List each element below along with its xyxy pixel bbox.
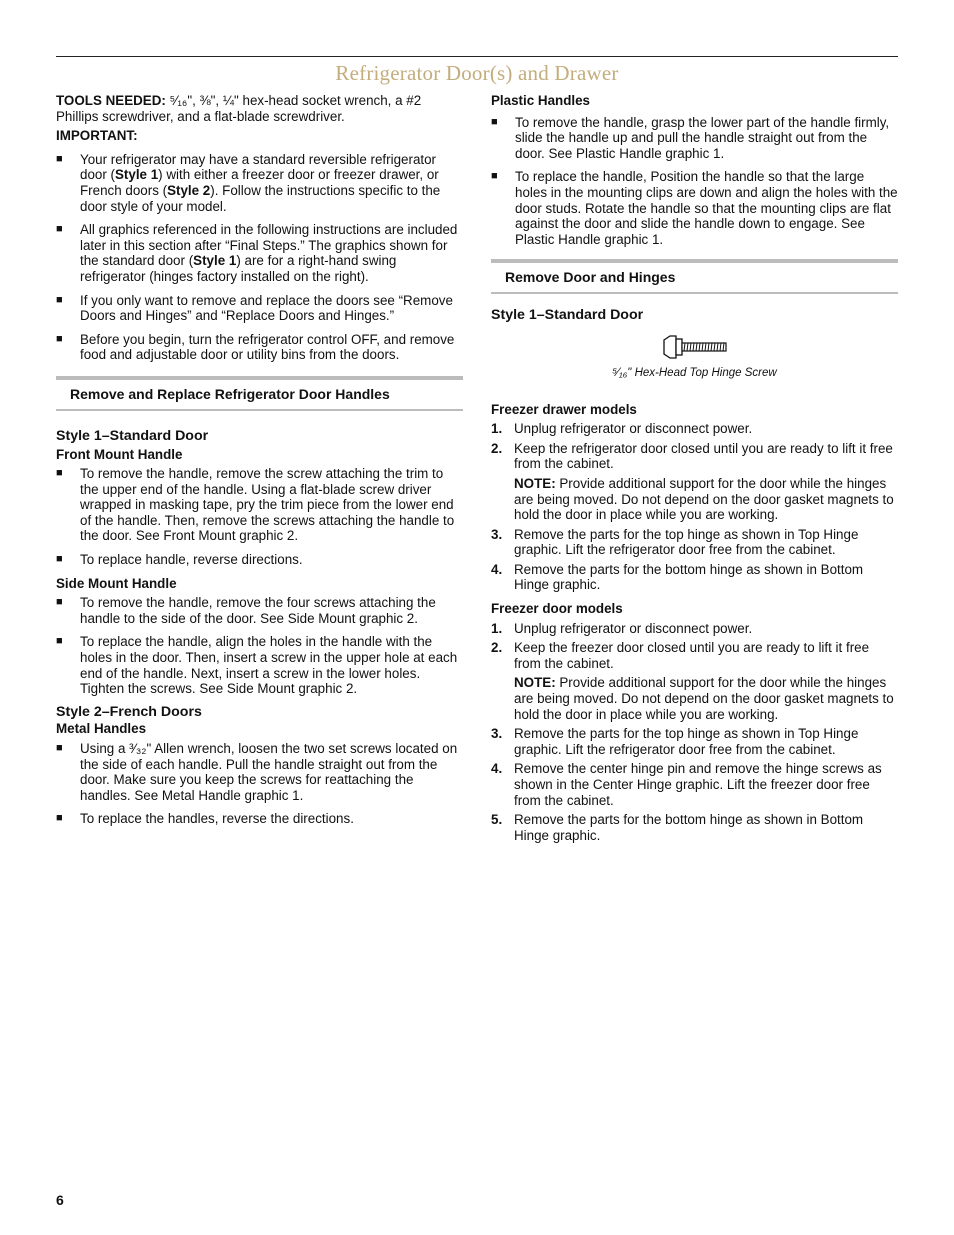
list-item: 1. Unplug refrigerator or disconnect power. (491, 620, 753, 636)
page-title: Refrigerator Door(s) and Drawer (335, 61, 619, 85)
door-heading: Freezer door models (491, 601, 623, 617)
list-item: ■ Before you begin, turn the refrigerator control OFF, and remove food and adjustable door or utility bins from the doors. (56, 331, 455, 363)
list-item: 4. Remove the parts for the bottom hinge as shown in Bottom Hinge graphic. (491, 561, 864, 593)
plastic-heading: Plastic Handles (491, 93, 590, 108)
important-list (56, 152, 463, 363)
list-item: 2. Keep the freezer door closed until you are ready to lift it free from the cabinet. (491, 640, 870, 671)
bullet-square-icon: ■ (56, 293, 63, 306)
metal-heading: Metal Handles (56, 721, 147, 737)
list-item: ■ All graphics referenced in the following instructions are included later in this section after “Final Steps.” The graphics shown for the standard door (Style 1) are for a right-hand swing refrigerator (hinges factory installed on the right). (56, 222, 458, 284)
list-item: ■ Using a ³⁄₃₂" Allen wrench, loosen the two set screws located on the side of each handle. Pull the handle straight out from the door. Make sure you keep the screws for reattaching the handles. See Metal Handle graphic 1. (56, 741, 458, 803)
bullet-square-icon: ■ (56, 223, 63, 236)
style1-heading: Style 1–Standard Door (56, 427, 209, 444)
list-item: ■ To replace the handles, reverse the directions. (56, 811, 354, 827)
section-bar-handles: Remove and Replace Refrigerator Door Handles (56, 376, 463, 411)
hex-head-screw-icon (660, 334, 730, 360)
tools-text: ⁵⁄₁₆", ⅜", ¼" hex-head socket wrench, a #2 Phillips screwdriver, and a flat-blade screwdriver. (56, 93, 422, 124)
list-item: ■ To remove the handle, remove the four screws attaching the handle to the side of the door. See Side Mount graphic 2. (56, 595, 436, 626)
list-item: ■ Your refrigerator may have a standard reversible refrigerator door (Style 1) with either a freezer door or freezer drawer, or French doors (Style 2). Follow the instructions specific to the door style of your model. (56, 151, 441, 214)
page-number: 6 (56, 1192, 64, 1208)
left-column (56, 93, 463, 827)
list-item: ■ To remove the handle, grasp the lower part of the handle firmly, slide the handle up and pull the handle straight out from the door. See Plastic Handle graphic 1. (491, 114, 890, 161)
note: NOTE: Provide additional support for the door while the hinges are being moved. Do not depend on the door gasket magnets to hold the door in place while you are working. (514, 675, 894, 722)
list-item: ■ To replace the handle, Position the handle so that the large holes in the mounting clips are down and align the holes with the door studs. Rotate the handle so that the mounting clips are flat against the door and slide the handle down to engage. See Plastic Handle graphic 1. (491, 169, 898, 247)
bullet-square-icon: ■ (56, 635, 63, 648)
bullet-square-icon: ■ (56, 152, 63, 165)
top-rule (56, 56, 898, 57)
list-item: ■ To remove the handle, remove the screw attaching the trim to the upper end of the handle. Using a flat-blade screw driver wrapped in masking tape, pry the trim piece from the lower end of the handle. Then, remove the screws attaching the handle to the door. See Front Mount graphic 2. (56, 466, 455, 544)
bullet-square-icon: ■ (56, 596, 63, 609)
bullet-square-icon: ■ (491, 170, 498, 183)
list-item: ■ If you only want to remove and replace the doors see “Remove Doors and Hinges” and “Replace Doors and Hinges.” (56, 292, 453, 324)
important-label: IMPORTANT: (56, 128, 138, 144)
screw-caption: ⁵⁄₁₆" Hex-Head Top Hinge Screw (612, 366, 777, 379)
front-mount-heading: Front Mount Handle (56, 446, 183, 462)
list-item: 1. Unplug refrigerator or disconnect power. (491, 421, 753, 437)
tools-label: TOOLS NEEDED: (56, 93, 166, 108)
style2-heading: Style 2–French Doors (56, 703, 202, 720)
bullet-square-icon: ■ (491, 115, 498, 128)
drawer-heading: Freezer drawer models (491, 401, 637, 417)
list-item: ■ To replace the handle, align the holes in the handle with the holes in the door. Then, insert a screw in the upper hole at each end of the handle. Next, insert a screw in the lower holes. Tighten the screws. See Side Mount graphic 2. (56, 634, 458, 697)
right-column (491, 93, 898, 843)
door-steps (491, 621, 898, 844)
list-item: 3. Remove the parts for the top hinge as shown in Top Hinge graphic. Lift the refrigerator door free from the cabinet. (491, 726, 859, 757)
list-item: ■ To replace handle, reverse directions. (56, 552, 303, 568)
style1-heading-right: Style 1–Standard Door (491, 307, 644, 324)
bullet-square-icon: ■ (56, 812, 63, 825)
section-bar-hinges: Remove Door and Hinges (491, 259, 898, 294)
bullet-square-icon: ■ (56, 467, 63, 480)
list-item: 4. Remove the center hinge pin and remove the hinge screws as shown in the Center Hinge graphic. Lift the freezer door free from the cabinet. (491, 761, 882, 808)
list-item: 5. Remove the parts for the bottom hinge as shown in Bottom Hinge graphic. (491, 812, 864, 843)
list-item: 3. Remove the parts for the top hinge as shown in Top Hinge graphic. Lift the refrigerator door free from the cabinet. (491, 526, 859, 558)
note: NOTE: Provide additional support for the door while the hinges are being moved. Do not depend on the door gasket magnets to hold the door in place while you are working. (514, 475, 894, 523)
tools-needed (56, 93, 463, 124)
bullet-square-icon: ■ (56, 553, 63, 566)
drawer-steps (491, 421, 898, 593)
list-item: 2. Keep the refrigerator door closed until you are ready to lift it free from the cabinet. (491, 440, 893, 472)
bullet-square-icon: ■ (56, 742, 63, 754)
bullet-square-icon: ■ (56, 332, 63, 345)
side-mount-heading: Side Mount Handle (56, 575, 177, 591)
